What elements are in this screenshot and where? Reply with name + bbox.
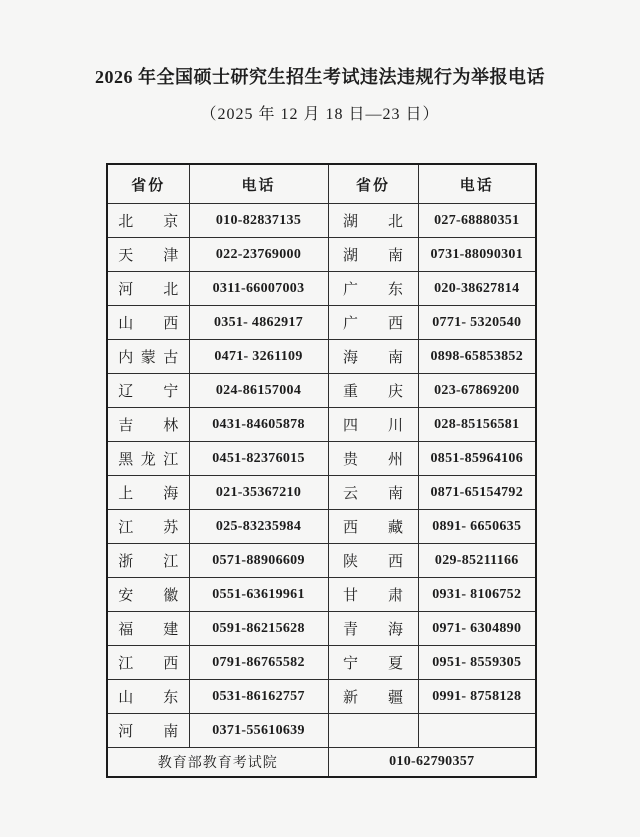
province-name: 海南 xyxy=(343,350,403,366)
province-name: 江苏 xyxy=(118,520,179,536)
province-name: 黑龙江 xyxy=(118,452,179,468)
province-cell xyxy=(328,238,418,272)
province-name: 天津 xyxy=(118,248,179,264)
province-cell xyxy=(107,306,189,340)
province-name: 安徽 xyxy=(118,588,179,604)
province-name: 湖南 xyxy=(343,248,403,264)
phone-cell: 0451-82376015 xyxy=(189,442,328,476)
footer-org-cell: 教育部教育考试院 xyxy=(107,748,328,778)
table-body xyxy=(107,204,536,748)
province-cell xyxy=(107,238,189,272)
province-name: 西藏 xyxy=(343,520,403,536)
province-cell xyxy=(107,612,189,646)
province-cell xyxy=(328,646,418,680)
phone-cell: 0431-84605878 xyxy=(189,408,328,442)
table-row xyxy=(107,714,536,748)
phone-cell: 0898-65853852 xyxy=(418,340,536,374)
province-cell xyxy=(328,306,418,340)
province-cell xyxy=(328,578,418,612)
province-cell xyxy=(107,544,189,578)
province-cell xyxy=(328,476,418,510)
province-name: 陕西 xyxy=(343,554,403,570)
province-cell xyxy=(328,272,418,306)
province-cell xyxy=(107,442,189,476)
table-row xyxy=(107,510,536,544)
province-name: 湖北 xyxy=(343,214,403,230)
province-name: 重庆 xyxy=(343,384,403,400)
table-row xyxy=(107,680,536,714)
table-row xyxy=(107,476,536,510)
province-name: 吉林 xyxy=(118,418,179,434)
phone-cell: 024-86157004 xyxy=(189,374,328,408)
page-title: 2026 年全国硕士研究生招生考试违法违规行为举报电话 xyxy=(95,67,545,87)
province-cell xyxy=(107,408,189,442)
phone-cell: 028-85156581 xyxy=(418,408,536,442)
province-name: 福建 xyxy=(118,622,179,638)
province-name: 宁夏 xyxy=(343,656,403,672)
province-name: 山西 xyxy=(118,316,179,332)
province-name: 江西 xyxy=(118,656,179,672)
province-name: 广东 xyxy=(343,282,403,298)
province-name: 河北 xyxy=(118,282,179,298)
table-row xyxy=(107,306,536,340)
phone-cell: 0791-86765582 xyxy=(189,646,328,680)
province-name: 新疆 xyxy=(343,690,403,706)
province-name: 四川 xyxy=(343,418,403,434)
province-cell xyxy=(328,340,418,374)
phone-cell: 0951- 8559305 xyxy=(418,646,536,680)
phone-cell: 023-67869200 xyxy=(418,374,536,408)
phone-cell: 0971- 6304890 xyxy=(418,612,536,646)
phone-cell: 0731-88090301 xyxy=(418,238,536,272)
province-cell xyxy=(328,714,418,748)
table-header-row xyxy=(107,164,536,204)
province-name: 贵州 xyxy=(343,452,403,468)
phone-cell: 029-85211166 xyxy=(418,544,536,578)
province-cell xyxy=(107,374,189,408)
phone-cell: 0371-55610639 xyxy=(189,714,328,748)
province-cell xyxy=(328,612,418,646)
column-header-phone-left: 电话 xyxy=(189,164,328,204)
column-header-province-left: 省份 xyxy=(107,164,189,204)
phone-table xyxy=(106,163,537,778)
province-cell xyxy=(328,680,418,714)
province-cell xyxy=(107,714,189,748)
table-row xyxy=(107,612,536,646)
province-name: 上海 xyxy=(118,486,179,502)
table-row xyxy=(107,408,536,442)
province-cell xyxy=(328,374,418,408)
table-row xyxy=(107,272,536,306)
phone-cell: 0311-66007003 xyxy=(189,272,328,306)
province-cell xyxy=(107,204,189,238)
table-row xyxy=(107,578,536,612)
phone-cell xyxy=(418,714,536,748)
province-cell xyxy=(107,578,189,612)
phone-cell: 0931- 8106752 xyxy=(418,578,536,612)
phone-cell: 025-83235984 xyxy=(189,510,328,544)
table-row xyxy=(107,544,536,578)
province-name: 广西 xyxy=(343,316,403,332)
province-name: 山东 xyxy=(118,690,179,706)
province-name: 甘肃 xyxy=(343,588,403,604)
province-cell xyxy=(328,442,418,476)
phone-cell: 0351- 4862917 xyxy=(189,306,328,340)
province-cell xyxy=(328,510,418,544)
phone-cell: 0551-63619961 xyxy=(189,578,328,612)
phone-cell: 021-35367210 xyxy=(189,476,328,510)
phone-cell: 022-23769000 xyxy=(189,238,328,272)
phone-cell: 0471- 3261109 xyxy=(189,340,328,374)
province-name: 北京 xyxy=(118,214,179,230)
table-row xyxy=(107,374,536,408)
province-name: 云南 xyxy=(343,486,403,502)
column-header-province-right: 省份 xyxy=(328,164,418,204)
province-name: 内蒙古 xyxy=(118,350,179,366)
province-name: 浙江 xyxy=(118,554,179,570)
province-name: 青海 xyxy=(343,622,403,638)
phone-cell: 027-68880351 xyxy=(418,204,536,238)
province-cell xyxy=(107,646,189,680)
province-name: 辽宁 xyxy=(118,384,179,400)
phone-cell: 0851-85964106 xyxy=(418,442,536,476)
phone-cell: 0571-88906609 xyxy=(189,544,328,578)
phone-cell: 0991- 8758128 xyxy=(418,680,536,714)
province-cell xyxy=(328,204,418,238)
phone-cell: 020-38627814 xyxy=(418,272,536,306)
table-row xyxy=(107,238,536,272)
phone-cell: 0591-86215628 xyxy=(189,612,328,646)
phone-cell: 0871-65154792 xyxy=(418,476,536,510)
province-cell xyxy=(107,476,189,510)
footer-phone-cell: 010-62790357 xyxy=(328,748,536,778)
table-footer-row xyxy=(107,748,536,778)
table-row xyxy=(107,646,536,680)
phone-cell: 0891- 6650635 xyxy=(418,510,536,544)
province-cell xyxy=(328,544,418,578)
table-row xyxy=(107,204,536,238)
table-row xyxy=(107,340,536,374)
province-cell xyxy=(107,272,189,306)
phone-cell: 0531-86162757 xyxy=(189,680,328,714)
page-subtitle: （2025 年 12 月 18 日—23 日） xyxy=(200,106,440,123)
province-cell xyxy=(107,510,189,544)
table-row xyxy=(107,442,536,476)
province-cell xyxy=(107,680,189,714)
column-header-phone-right: 电话 xyxy=(418,164,536,204)
phone-cell: 010-82837135 xyxy=(189,204,328,238)
province-name: 河南 xyxy=(118,724,179,740)
province-cell xyxy=(107,340,189,374)
phone-cell: 0771- 5320540 xyxy=(418,306,536,340)
province-cell xyxy=(328,408,418,442)
